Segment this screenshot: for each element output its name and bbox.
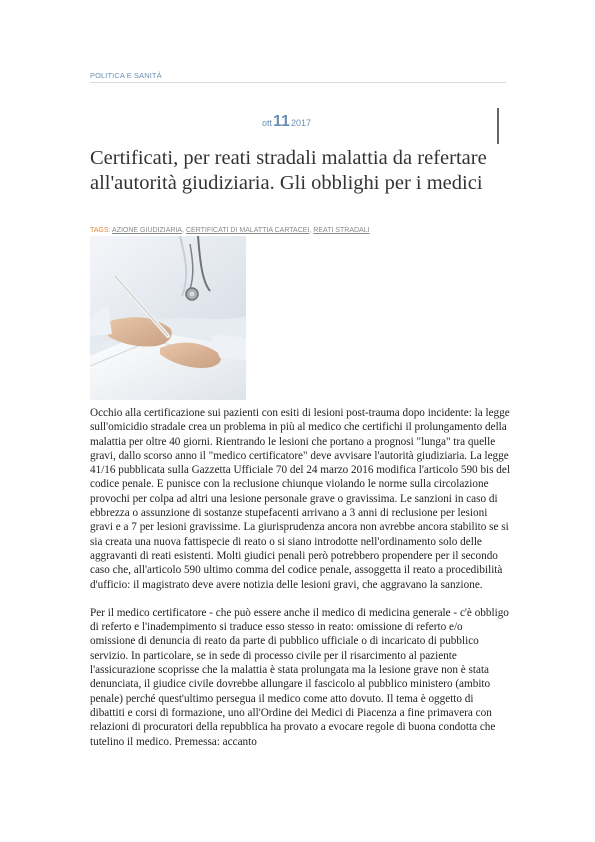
tags-row: TAGS: AZIONE GIUDIZIARIA, CERTIFICATI DI MALATTIA CARTACEI, REATI STRADALI [90,227,370,234]
section-label[interactable]: POLITICA E SANITÀ [90,71,162,80]
date-divider [497,108,499,144]
tags-label: TAGS: [90,227,111,234]
date-month: ott [262,118,273,128]
tag-link-certificati-malattia[interactable]: CERTIFICATI DI MALATTIA CARTACEI [185,227,310,234]
article-photo [90,236,246,400]
article-body [90,406,510,763]
tag-link-azione-giudiziaria[interactable]: AZIONE GIUDIZIARIA [112,227,183,234]
header-divider [90,82,506,83]
article-paragraph: Occhio alla certificazione sui pazienti con esiti di lesioni post-trauma dopo incidente: la legge sull'omicidio stradale crea un problema in più al medico che certifichi il prolungamento della malattia per oltre 40 giorni. Rientrando le lesioni che portano a prognosi "lunga" tra quelle gravi, dallo scorso anno il "medico certificatore" deve avvisare l'autorità giudiziaria. La legge 41/16 pubblicata sulla Gazzetta Ufficiale 70 del 24 marzo 2016 modifica l'articolo 590 bis del codice penale. E punisce con la reclusione chiunque violando le norme sulla circolazione provochi per colpa ad altri una lesione personale grave o gravissima. Le sanzioni in caso di ebbrezza o assunzione di sostanze stupefacenti arrivano a 3 anni di reclusione per lesioni gravi e a 7 per lesioni gravissime. La giurisprudenza ancora non avrebbe ancora stabilito se si sia creata una nuova fattispecie di reato o si siano introdotte nell'ordinamento solo delle aggravanti di reati esistenti. Molti giudici penali però potrebbero propendere per il secondo caso che, all'articolo 590 ultimo comma del codice penale, assoggetta il reato a procedibilità d'ufficio: il magistrato deve avere notizia delle lesioni gravi, che aggravano la sanzione. [90,407,510,591]
date-year: 2017 [290,118,311,128]
article-paragraph: Per il medico certificatore - che può essere anche il medico di medicina generale - c'è obbligo di referto e l'inadempimento si traduce esso stesso in reato: omissione di referto e/o omissione di denuncia di reato da parte di pubblico ufficiale o di incaricato di pubblico servizio. In particolare, se in sede di processo civile per il risarcimento al paziente l'assicurazione scoprisse che la malattia è stata prolungata ma la lesione grave non è stata denunciata, il giudice civile dovrebbe allungare il fascicolo al pubblico ministero (ambito penale) perché quest'ultimo persegua il medico come atto dovuto. Il tema è oggetto di dibattiti e corsi di formazione, uno all'Ordine dei Medici di Piacenza a fine primavera con relazioni di procuratori della repubblica ha provato a evocare regole di buona condotta che tutelino il medico. Premessa: accanto [90,606,509,748]
article-title: Certificati, per reati stradali malattia da refertare all'autorità giudiziaria. Gli obblighi per i medici [90,147,487,194]
tag-link-reati-stradali[interactable]: REATI STRADALI [313,227,370,234]
date-day: 11 [273,113,290,130]
publish-date [262,113,311,131]
